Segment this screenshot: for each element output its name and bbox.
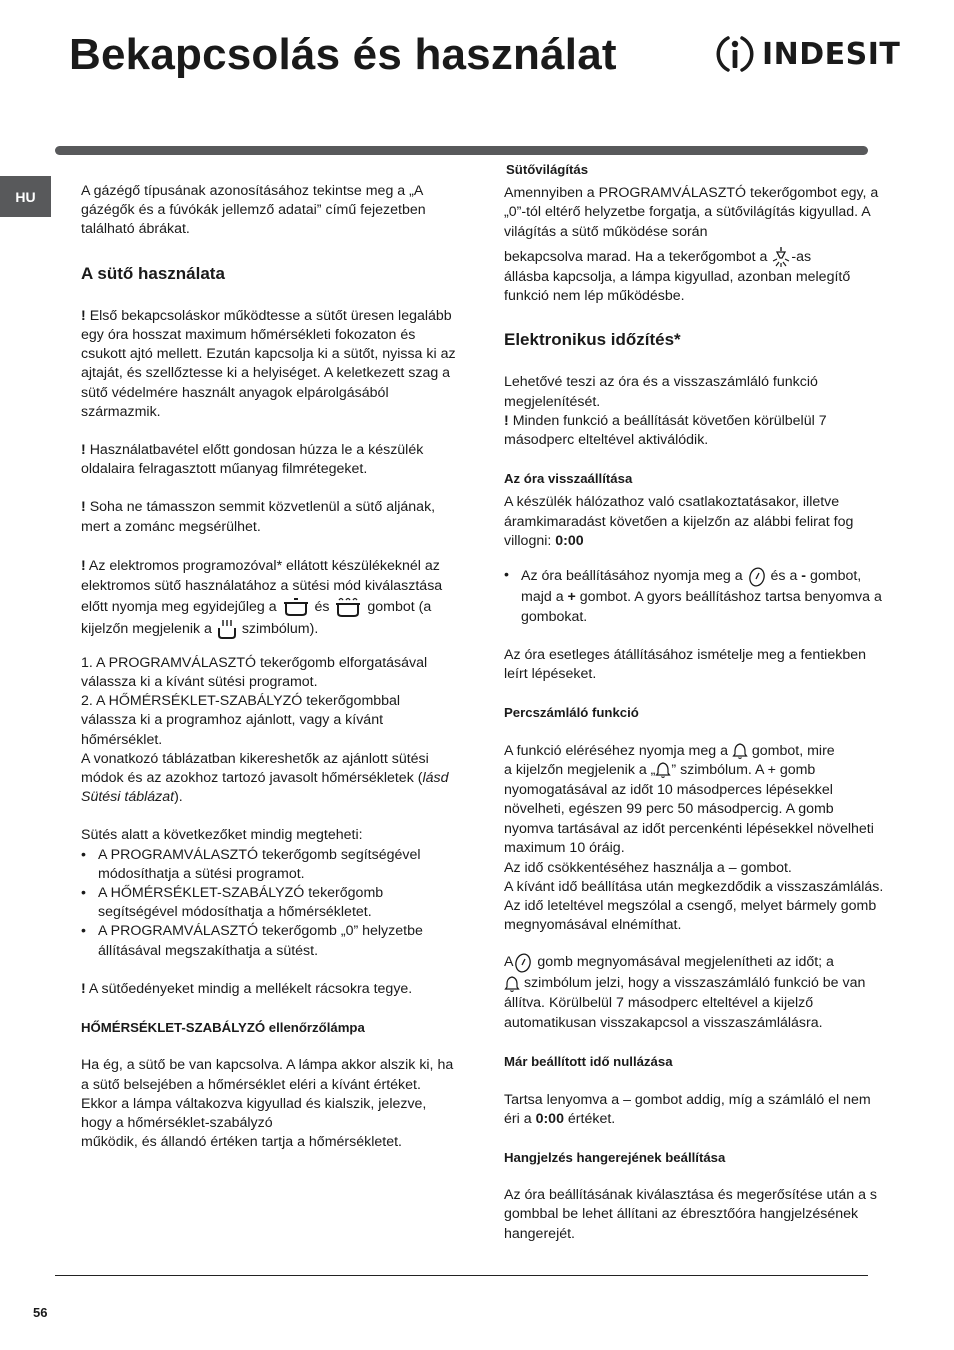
oven-light-title: Sütővilágítás	[506, 162, 589, 177]
thermostat-lamp-text-2: működik, és állandó értéken tartja a hőmérsékletet.	[81, 1134, 402, 1151]
header-divider-bar	[55, 146, 868, 155]
warning-bottom: ! Soha ne támasszon semmit közvetlenül a sütő aljának, mert a zománc megsérülhet.	[81, 499, 436, 535]
during-list	[81, 846, 456, 961]
timer-intro: Lehetővé teszi az óra és a visszaszámláló funkció megjelenítését.	[504, 374, 818, 410]
brand-name: INDESIT	[762, 36, 901, 72]
page-title: Bekapcsolás és használat	[69, 30, 617, 79]
oven-light-text-b: bekapcsolva marad. Ha a tekerőgombot a -as	[504, 246, 884, 268]
thermostat-lamp-text: Ha ég, a sütő be van kapcsolva. A lámpa akkor alszik ki, ha a sütő belsejében a hőmérséklet eléri a kívánt értéket. Ekkor a lámpa váltakozva kigyullad és kialszik, jelezve, hogy a hőmérséklet-szabályzó	[81, 1057, 454, 1131]
oven-light-text-a: Amennyiben a PROGRAMVÁLASZTÓ tekerőgombot egy, a „0”-tól eltérő helyzetbe forgatja, a sütővilágítás kigyullad. A világítás a sütő működése során	[504, 185, 879, 240]
bell-icon	[732, 742, 748, 760]
warning-racks: ! A sütőedényeket mindig a mellékelt rácsokra tegye.	[81, 980, 413, 997]
intro-paragraph: A gázégő típusának azonosításához tekintse meg a „A gázégők és a fúvókák jellemző adatai” című fejezetben található ábrákat.	[81, 183, 426, 238]
oven-pot-icon	[281, 597, 311, 617]
timer-activation-note: ! Minden funkció a beállítását követően körülbelül 7 másodperc elteltével aktiválódik.	[504, 412, 827, 449]
display-time-text: A gomb megnyomásával megjelenítheti az időt; a szimbólum jelzi, hogy a visszaszámláló funkció be van állítva. Körülbelül 7 másodperc elteltével a kijelző automatikusan visszakapcsol a visszaszámlálásra.	[504, 951, 884, 1033]
clock-instructions	[504, 565, 884, 627]
reset-display-value: 0:00	[535, 1110, 564, 1127]
bell-symbol-icon	[504, 975, 520, 993]
clock-reset-text: A készülék hálózathoz való csatlakoztatásakor, illetve áramkimaradást követően a kijelzőn az alábbi felirat fog villogni: 0:00	[504, 494, 854, 549]
footer-divider	[55, 1275, 868, 1276]
list-item: • Az óra beállításához nyomja meg a és a - gombot, majd a + gombot. A gyors beállításhoz tartsa benyomva a gombokat.	[504, 565, 884, 627]
exclamation-mark: !	[81, 980, 86, 997]
warning-programmer: ! Az elektromos programozóval* ellátott készülékeknél az elektromos sütő használatához a sütési mód kiválasztása előtt nyomja meg egyidejűleg a és gombot (a kijelzőn megjelenik a szimbólum).	[81, 556, 456, 640]
warning-first-use: ! Első bekapcsoláskor működtesse a sütőt üresen legalább egy óra hosszat maximum hőmérsékleti fokozaton és csukott ajtó mellett. Ezután kapcsolja ki a sütőt, nyissa ki az ajtaját, és szellőztesse ki a helyiséget. A keletkezett szag a sütő védelmére használt anyagok elpárolgásából származmik.	[81, 307, 456, 420]
oven-light-text-d: állásba kapcsolja, a lámpa kigyullad, azonban melegítő funkció nem lép működésbe.	[504, 268, 851, 305]
reset-time-text: Tartsa lenyomva a – gombot addig, míg a számláló el nem éri a 0:00 értéket.	[504, 1091, 871, 1127]
oven-pot-heat-icon	[333, 596, 363, 618]
lamp-symbol-icon	[771, 246, 791, 268]
volume-title: Hangjelzés hangerejének beállítása	[504, 1150, 726, 1166]
plus-symbol: +	[567, 589, 576, 606]
step-1: 1. A PROGRAMVÁLASZTÓ tekerőgomb elforgatásával válassza ki a kívánt sütési programot.	[81, 654, 428, 691]
language-tab: HU	[0, 176, 51, 217]
step-2: 2. A HŐMÉRSÉKLET-SZABÁLYZÓ tekerőgombbal válassza ki a programhoz ajánlott, vagy a kívánt hőmérséklet.	[81, 693, 401, 748]
minus-symbol: -	[801, 567, 807, 584]
reset-time-title: Már beállított idő nullázása	[504, 1054, 673, 1070]
clock-reset-title: Az óra visszaállítása	[504, 471, 633, 487]
page-number: 56	[33, 1305, 48, 1320]
thermostat-lamp-title: HŐMÉRSÉKLET-SZABÁLYZÓ ellenőrzőlámpa	[81, 1020, 365, 1036]
exclamation-mark: !	[81, 499, 86, 516]
minute-timer-countdown: A kívánt idő beállítása után megkezdődik a visszaszámlálás. Az idő leteltével megszólal a csengő, melyet bármely gomb megnyomásával elnémíthat.	[504, 878, 884, 934]
exclamation-mark: !	[504, 412, 509, 429]
exclamation-mark: !	[81, 557, 86, 574]
section-title-oven-use: A sütő használata	[81, 263, 225, 283]
minute-timer-text: A funkció eléréséhez nyomja meg a gombot, mire a kijelzőn megjelenik a „ ” szimbólum. A + gomb nyomogatásával az időt 10 másodperces lépésekkel növelheti, egészen 99 perc 50 másodpercig. A gomb nyomva tartásával az időt percenkénti lépésekkel növelheti maximum 10 óráig.	[504, 742, 874, 857]
indesit-logo-icon	[714, 33, 756, 75]
clock-button-icon	[747, 565, 767, 587]
clock-adjust-text: Az óra esetleges átállításához ismételje meg a fentiekben leírt lépéseket.	[504, 647, 866, 683]
during-title: Sütés alatt a következőket mindig megteheti:	[81, 827, 363, 844]
clock-display-value: 0:00	[555, 532, 584, 549]
list-item: • A PROGRAMVÁLASZTÓ tekerőgomb segítségével módosíthatja a sütési programot.	[81, 846, 456, 884]
cooking-symbol-icon	[216, 618, 238, 640]
warning-film: ! Használatbavétel előtt gondosan húzza le a készülék oldalaira felragasztott műanyag filmrétegeket.	[81, 442, 424, 478]
list-item: • A HŐMÉRSÉKLET-SZABÁLYZÓ tekerőgomb segítségével módosíthatja a hőmérsékletet.	[81, 884, 456, 922]
brand-logo	[714, 32, 900, 76]
electronic-timer-title: Elektronikus időzítés*	[504, 330, 681, 350]
table-note: A vonatkozó táblázatban kikereshetők az ajánlott sütési módok és az azokhoz tartozó javasolt hőmérsékletek (lásd Sütési táblázat).	[81, 750, 449, 806]
left-column	[81, 182, 456, 1152]
volume-text: Az óra beállításának kiválasztása és megerősítése után a s gombbal be lehet állítani az ébresztőóra hangjelzésének hangerejét.	[504, 1187, 878, 1242]
exclamation-mark: !	[81, 442, 86, 459]
table-reference: lásd Sütési táblázat	[81, 770, 449, 806]
bell-symbol-icon	[655, 761, 671, 779]
right-column	[504, 160, 884, 1244]
minute-timer-title: Percszámláló funkció	[504, 705, 639, 721]
list-item: • A PROGRAMVÁLASZTÓ tekerőgomb „0” helyzetbe állításával megszakíthatja a sütést.	[81, 922, 456, 960]
clock-button-icon	[513, 951, 533, 973]
exclamation-mark: !	[81, 307, 86, 324]
minute-timer-decrease: Az idő csökkentéséhez használja a – gombot.	[504, 859, 792, 876]
